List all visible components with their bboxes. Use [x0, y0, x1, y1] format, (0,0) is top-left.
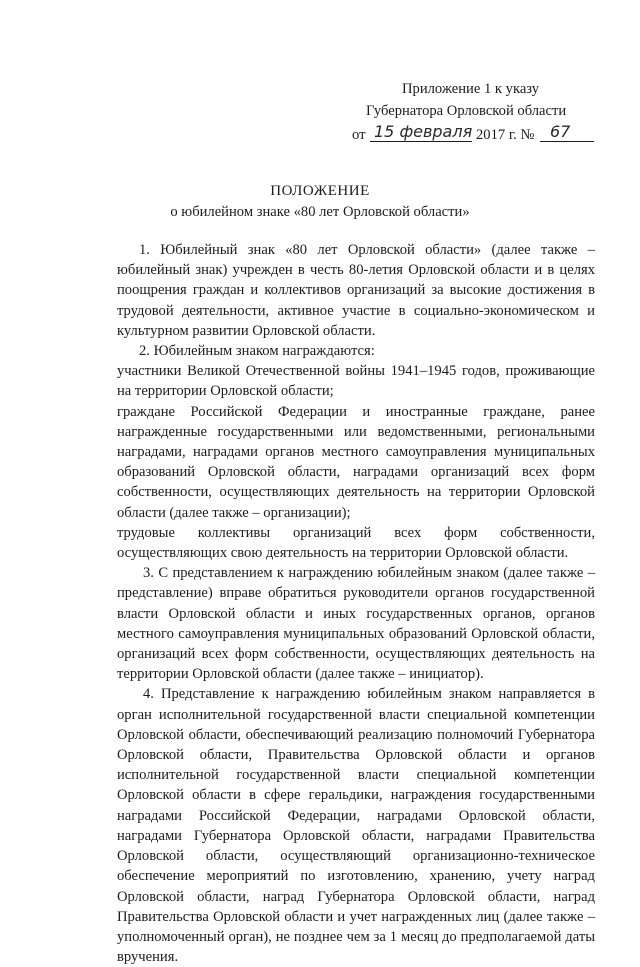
appendix-header	[340, 78, 610, 146]
handwritten-number: 67	[550, 122, 571, 141]
appendix-date-line	[340, 122, 610, 146]
appendix-line-2: Губернатора Орловской области	[366, 103, 567, 119]
appendix-line-1: Приложение 1 к указу	[402, 81, 540, 97]
document-subtitle: о юбилейном знаке «80 лет Орловской области»	[170, 204, 470, 220]
appendix-from-prefix: от	[352, 127, 366, 143]
document-heading	[0, 180, 640, 222]
paragraph-2: 2. Юбилейным знаком награждаются:	[139, 343, 375, 360]
number-underline	[540, 141, 594, 142]
paragraph-2-item-citizens: граждане Российской Федерации и иностранные граждане, ранее награжденные государственными или ведомственными, региональными наградами, наградами органов местного самоуправления муниципальных образований Орловской области, наградами организаций всех форм собственности, осуществляющих деятельность на территории Орловской области (далее также – организации);	[117, 403, 595, 521]
document-body	[117, 240, 595, 967]
paragraph-2-item-collectives: трудовые коллективы организаций всех форм собственности, осуществляющих свою деятельность на территории Орловской области.	[117, 524, 595, 562]
appendix-year-number: 2017 г. №	[476, 127, 535, 143]
document-title: ПОЛОЖЕНИЕ	[270, 183, 370, 199]
paragraph-1: 1. Юбилейный знак «80 лет Орловской области» (далее также – юбилейный знак) учрежден в честь 80-летия Орловской области и в целях поощрения граждан и коллективов организаций за высокие достижения в трудовой деятельности, активное участие в социально-экономическом и культурном развитии Орловской области.	[117, 242, 595, 339]
date-underline	[370, 141, 472, 142]
paragraph-4: 4. Представление к награждению юбилейным знаком направляется в орган исполнительной государственной власти специальной компетенции Орловской области, обеспечивающий реализацию полномочий Губернатора Орловской области, Правительства Орловской области и органов исполнительной государственной власти специальной компетенции Орловской области в сфере геральдики, награждения государственными наградами Российской Федерации, наградами Орловской области, наградами Губернатора Орловской области, наградами Правительства Орловской области, осуществляющий организационно-техническое обеспечение мероприятий по изготовлению, хранению, учету наград Орловской области, наград Губернатора Орловской области, наград Правительства Орловской области и учет награжденных лиц (далее также – уполномоченный орган), не позднее чем за 1 месяц до предполагаемой даты вручения.	[117, 686, 595, 966]
paragraph-3: 3. С представлением к награждению юбилейным знаком (далее также – представление) вправе обратиться руководители органов государственной власти Орловской области и иных государственных органов, органов местного самоуправления муниципальных образований Орловской области, организаций всех форм собственности, осуществляющих деятельность на территории Орловской области (далее также – инициатор).	[117, 565, 595, 683]
paragraph-2-item-veterans: участники Великой Отечественной войны 1941–1945 годов, проживающие на территории Орловской области;	[117, 363, 595, 400]
handwritten-date: 15 февраля	[374, 122, 473, 141]
